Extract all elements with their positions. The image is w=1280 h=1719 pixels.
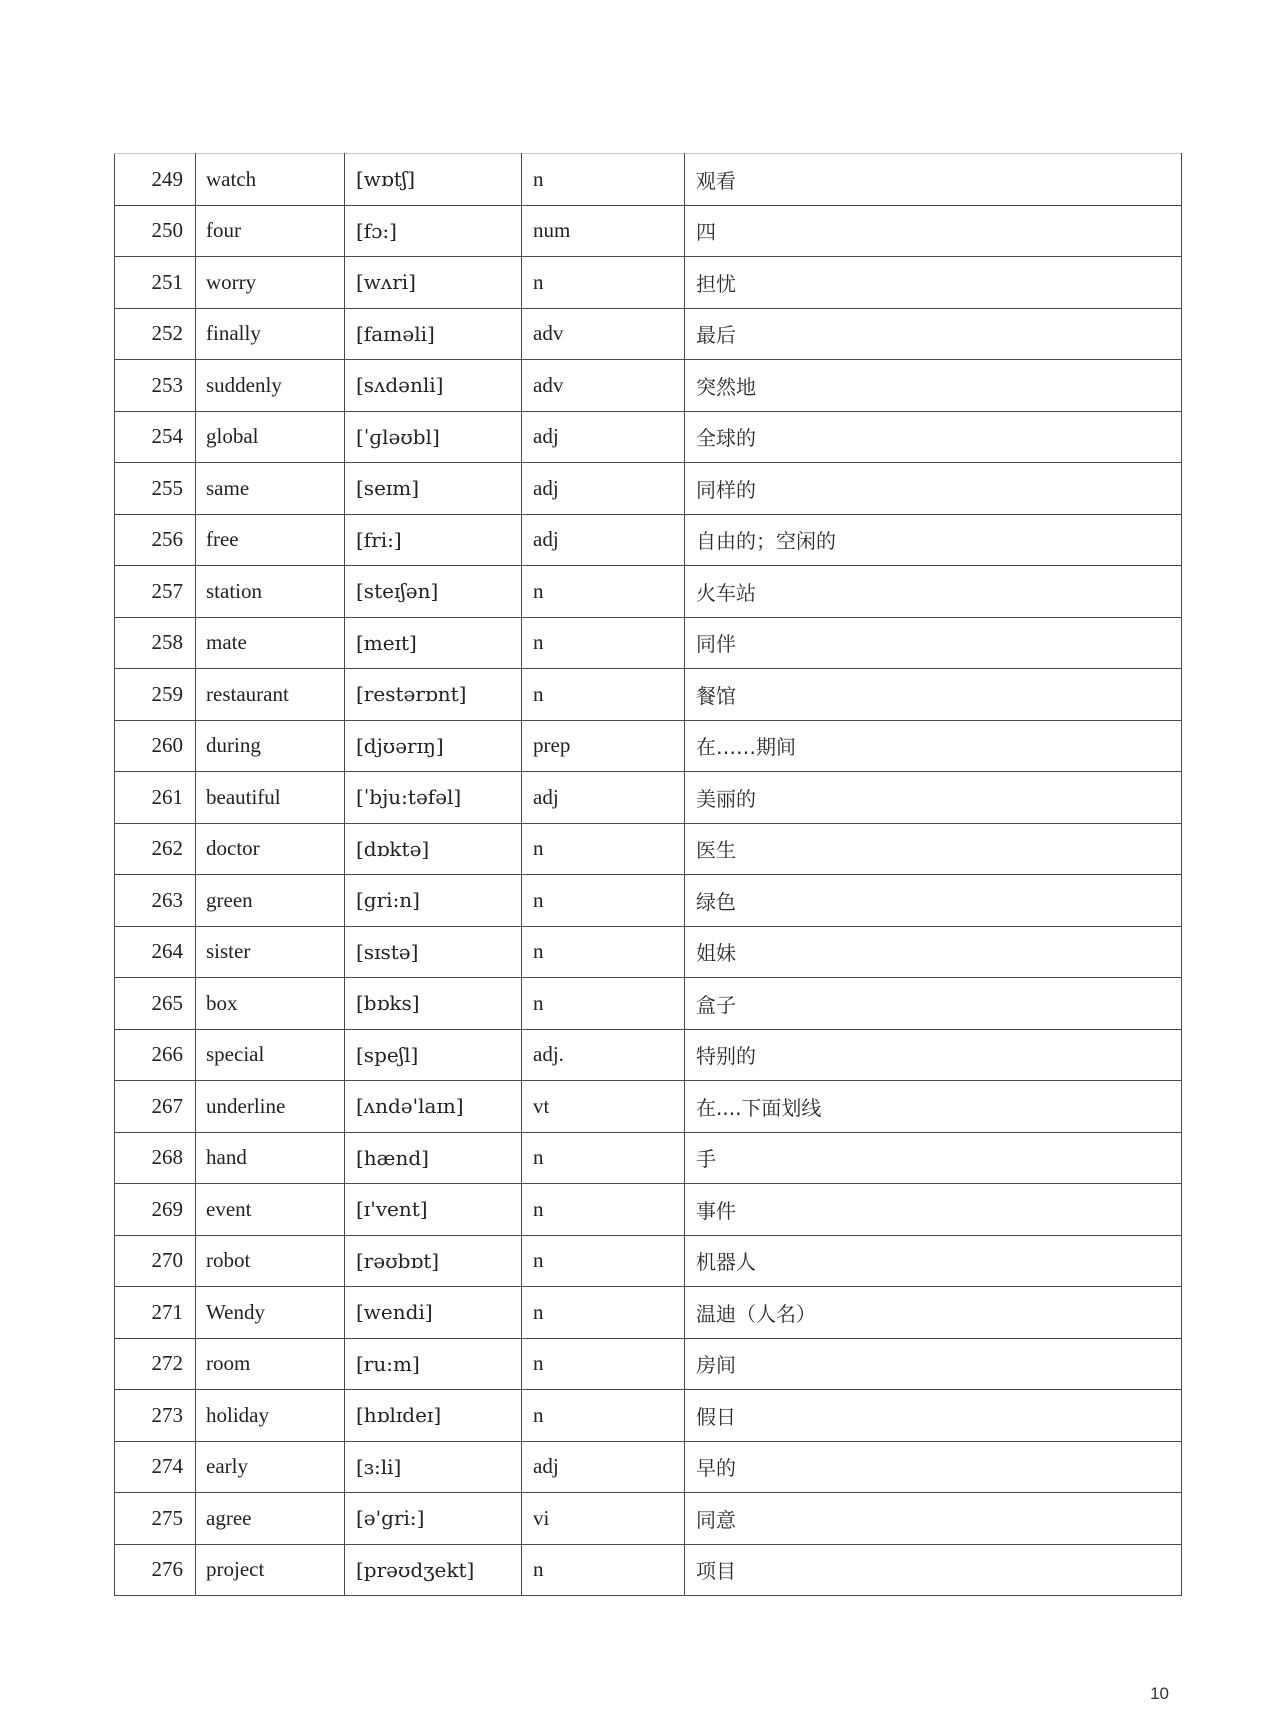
entry-word: special <box>196 1029 345 1081</box>
entry-word: holiday <box>196 1390 345 1442</box>
entry-phonetic: [restərɒnt] <box>345 669 522 721</box>
table-row <box>115 926 1182 978</box>
entry-part-of-speech: n <box>522 1287 685 1339</box>
entry-number: 257 <box>115 566 196 618</box>
entry-meaning: 手 <box>685 1132 1182 1184</box>
entry-part-of-speech: vt <box>522 1081 685 1133</box>
table-row <box>115 617 1182 669</box>
entry-phonetic: [steɪʃən] <box>345 566 522 618</box>
entry-phonetic: [wɒtʃ] <box>345 154 522 206</box>
entry-number: 270 <box>115 1235 196 1287</box>
entry-number: 249 <box>115 154 196 206</box>
entry-part-of-speech: adj <box>522 463 685 515</box>
entry-phonetic: [hænd] <box>345 1132 522 1184</box>
table-row <box>115 566 1182 618</box>
entry-word: event <box>196 1184 345 1236</box>
entry-phonetic: [gri:n] <box>345 875 522 927</box>
table-row <box>115 1441 1182 1493</box>
entry-meaning: 四 <box>685 205 1182 257</box>
vocabulary-table-body <box>115 154 1182 1596</box>
entry-part-of-speech: n <box>522 875 685 927</box>
table-row <box>115 875 1182 927</box>
entry-part-of-speech: n <box>522 1184 685 1236</box>
entry-phonetic: [hɒlɪdeɪ] <box>345 1390 522 1442</box>
entry-number: 274 <box>115 1441 196 1493</box>
table-row <box>115 1390 1182 1442</box>
entry-word: four <box>196 205 345 257</box>
table-row <box>115 669 1182 721</box>
entry-part-of-speech: n <box>522 1544 685 1596</box>
entry-meaning: 盒子 <box>685 978 1182 1030</box>
entry-meaning: 医生 <box>685 823 1182 875</box>
entry-number: 254 <box>115 411 196 463</box>
entry-word: hand <box>196 1132 345 1184</box>
entry-phonetic: [djʊərɪŋ] <box>345 720 522 772</box>
entry-phonetic: [ɪ'vent] <box>345 1184 522 1236</box>
table-row <box>115 772 1182 824</box>
table-row <box>115 1184 1182 1236</box>
entry-meaning: 餐馆 <box>685 669 1182 721</box>
entry-word: box <box>196 978 345 1030</box>
vocabulary-table <box>114 153 1182 1596</box>
entry-meaning: 房间 <box>685 1338 1182 1390</box>
entry-part-of-speech: adj. <box>522 1029 685 1081</box>
table-row <box>115 1287 1182 1339</box>
entry-meaning: 同样的 <box>685 463 1182 515</box>
entry-number: 261 <box>115 772 196 824</box>
entry-meaning: 在……期间 <box>685 720 1182 772</box>
entry-number: 250 <box>115 205 196 257</box>
table-row <box>115 720 1182 772</box>
entry-part-of-speech: n <box>522 1235 685 1287</box>
entry-meaning: 姐妹 <box>685 926 1182 978</box>
entry-number: 275 <box>115 1493 196 1545</box>
entry-meaning: 温迪（人名） <box>685 1287 1182 1339</box>
entry-word: doctor <box>196 823 345 875</box>
entry-part-of-speech: adj <box>522 772 685 824</box>
entry-meaning: 特别的 <box>685 1029 1182 1081</box>
entry-meaning: 担忧 <box>685 257 1182 309</box>
entry-phonetic: [ˈɡləʊbl] <box>345 411 522 463</box>
entry-part-of-speech: n <box>522 154 685 206</box>
entry-phonetic: [wendi] <box>345 1287 522 1339</box>
entry-part-of-speech: n <box>522 1390 685 1442</box>
entry-phonetic: [prəʊdʒekt] <box>345 1544 522 1596</box>
entry-phonetic: [meɪt] <box>345 617 522 669</box>
entry-meaning: 机器人 <box>685 1235 1182 1287</box>
entry-meaning: 全球的 <box>685 411 1182 463</box>
entry-word: suddenly <box>196 360 345 412</box>
entry-number: 253 <box>115 360 196 412</box>
entry-word: underline <box>196 1081 345 1133</box>
entry-phonetic: [faɪnəli] <box>345 308 522 360</box>
entry-word: during <box>196 720 345 772</box>
entry-word: agree <box>196 1493 345 1545</box>
entry-word: restaurant <box>196 669 345 721</box>
entry-number: 271 <box>115 1287 196 1339</box>
entry-meaning: 绿色 <box>685 875 1182 927</box>
entry-part-of-speech: prep <box>522 720 685 772</box>
table-row <box>115 1338 1182 1390</box>
entry-part-of-speech: adj <box>522 1441 685 1493</box>
entry-number: 265 <box>115 978 196 1030</box>
entry-phonetic: [ru:m] <box>345 1338 522 1390</box>
entry-meaning: 观看 <box>685 154 1182 206</box>
entry-number: 255 <box>115 463 196 515</box>
entry-meaning: 项目 <box>685 1544 1182 1596</box>
entry-number: 273 <box>115 1390 196 1442</box>
entry-number: 263 <box>115 875 196 927</box>
entry-part-of-speech: num <box>522 205 685 257</box>
entry-word: same <box>196 463 345 515</box>
entry-number: 267 <box>115 1081 196 1133</box>
entry-part-of-speech: n <box>522 978 685 1030</box>
entry-part-of-speech: n <box>522 669 685 721</box>
entry-number: 258 <box>115 617 196 669</box>
table-row <box>115 823 1182 875</box>
entry-word: station <box>196 566 345 618</box>
entry-phonetic: [wʌri] <box>345 257 522 309</box>
entry-word: Wendy <box>196 1287 345 1339</box>
table-row <box>115 1493 1182 1545</box>
entry-number: 260 <box>115 720 196 772</box>
entry-number: 269 <box>115 1184 196 1236</box>
entry-meaning: 火车站 <box>685 566 1182 618</box>
entry-meaning: 同伴 <box>685 617 1182 669</box>
entry-number: 266 <box>115 1029 196 1081</box>
entry-word: green <box>196 875 345 927</box>
page-number: 10 <box>1150 1684 1169 1703</box>
entry-phonetic: [sʌdənli] <box>345 360 522 412</box>
entry-part-of-speech: n <box>522 566 685 618</box>
table-row <box>115 514 1182 566</box>
entry-part-of-speech: adv <box>522 308 685 360</box>
table-row <box>115 1029 1182 1081</box>
entry-part-of-speech: n <box>522 617 685 669</box>
entry-phonetic: [rəʊbɒt] <box>345 1235 522 1287</box>
entry-part-of-speech: adj <box>522 411 685 463</box>
entry-part-of-speech: n <box>522 1132 685 1184</box>
entry-phonetic: [speʃl] <box>345 1029 522 1081</box>
entry-word: beautiful <box>196 772 345 824</box>
entry-word: global <box>196 411 345 463</box>
entry-meaning: 同意 <box>685 1493 1182 1545</box>
table-row <box>115 978 1182 1030</box>
entry-word: mate <box>196 617 345 669</box>
entry-word: finally <box>196 308 345 360</box>
entry-phonetic: [ˈbju:təfəl] <box>345 772 522 824</box>
entry-part-of-speech: n <box>522 1338 685 1390</box>
entry-part-of-speech: n <box>522 823 685 875</box>
entry-meaning: 自由的；空闲的 <box>685 514 1182 566</box>
entry-part-of-speech: vi <box>522 1493 685 1545</box>
entry-word: watch <box>196 154 345 206</box>
table-row <box>115 308 1182 360</box>
entry-word: room <box>196 1338 345 1390</box>
entry-part-of-speech: n <box>522 926 685 978</box>
entry-phonetic: [bɒks] <box>345 978 522 1030</box>
entry-word: free <box>196 514 345 566</box>
entry-meaning: 突然地 <box>685 360 1182 412</box>
table-row <box>115 1544 1182 1596</box>
entry-meaning: 事件 <box>685 1184 1182 1236</box>
entry-phonetic: [fɔ:] <box>345 205 522 257</box>
table-row <box>115 205 1182 257</box>
entry-phonetic: [ə'gri:] <box>345 1493 522 1545</box>
entry-part-of-speech: n <box>522 257 685 309</box>
entry-number: 268 <box>115 1132 196 1184</box>
entry-word: worry <box>196 257 345 309</box>
table-row <box>115 257 1182 309</box>
table-row <box>115 463 1182 515</box>
entry-number: 251 <box>115 257 196 309</box>
entry-meaning: 假日 <box>685 1390 1182 1442</box>
entry-number: 264 <box>115 926 196 978</box>
entry-word: sister <box>196 926 345 978</box>
entry-part-of-speech: adj <box>522 514 685 566</box>
entry-phonetic: [sɪstə] <box>345 926 522 978</box>
table-row <box>115 154 1182 206</box>
entry-phonetic: [ɜ:li] <box>345 1441 522 1493</box>
entry-number: 252 <box>115 308 196 360</box>
entry-word: project <box>196 1544 345 1596</box>
table-row <box>115 1081 1182 1133</box>
entry-meaning: 在....下面划线 <box>685 1081 1182 1133</box>
table-row <box>115 1132 1182 1184</box>
entry-meaning: 美丽的 <box>685 772 1182 824</box>
table-row <box>115 1235 1182 1287</box>
table-row <box>115 411 1182 463</box>
entry-word: robot <box>196 1235 345 1287</box>
entry-number: 256 <box>115 514 196 566</box>
entry-number: 262 <box>115 823 196 875</box>
entry-meaning: 最后 <box>685 308 1182 360</box>
entry-phonetic: [dɒktə] <box>345 823 522 875</box>
entry-phonetic: [ʌndə'laɪn] <box>345 1081 522 1133</box>
table-row <box>115 360 1182 412</box>
entry-part-of-speech: adv <box>522 360 685 412</box>
entry-phonetic: [fri:] <box>345 514 522 566</box>
entry-word: early <box>196 1441 345 1493</box>
entry-number: 276 <box>115 1544 196 1596</box>
entry-number: 272 <box>115 1338 196 1390</box>
entry-phonetic: [seɪm] <box>345 463 522 515</box>
entry-meaning: 早的 <box>685 1441 1182 1493</box>
entry-number: 259 <box>115 669 196 721</box>
